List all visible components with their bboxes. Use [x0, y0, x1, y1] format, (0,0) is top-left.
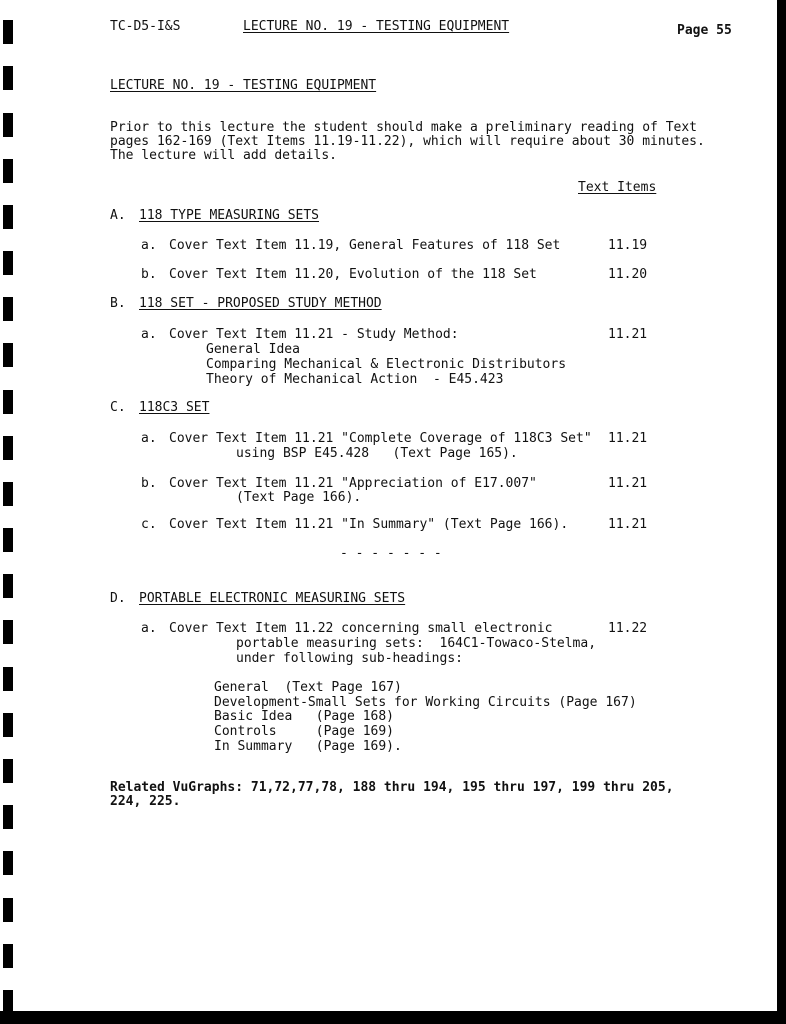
binding-hole — [3, 944, 13, 968]
item-continuation: under following sub-headings: — [236, 651, 463, 666]
binding-hole — [3, 667, 13, 691]
binding-hole — [3, 159, 13, 183]
item-letter: b. — [141, 476, 157, 491]
subheading-line: Basic Idea (Page 168) — [214, 709, 395, 724]
item-ref: 11.22 — [608, 621, 648, 636]
item-text: Cover Text Item 11.19, General Features of 118 Set — [169, 238, 561, 253]
section-letter: C. — [110, 400, 126, 415]
related-vugraphs: 224, 225. — [110, 794, 181, 809]
section-title: 118C3 SET — [139, 400, 210, 415]
section-separator: - - - - - - - — [340, 546, 442, 561]
item-text: Cover Text Item 11.20, Evolution of the 118 Set — [169, 267, 537, 282]
item-letter: c. — [141, 517, 157, 532]
doc-id: TC-D5-I&S — [110, 19, 181, 34]
binding-hole — [3, 482, 13, 506]
related-vugraphs: Related VuGraphs: 71,72,77,78, 188 thru 194, 195 thru 197, 199 thru 205, — [110, 780, 674, 795]
intro-line: pages 162-169 (Text Items 11.19-11.22), which will require about 30 minutes. — [110, 134, 705, 149]
item-letter: a. — [141, 238, 157, 253]
subheading-line: Development-Small Sets for Working Circuits (Page 167) — [214, 695, 637, 710]
item-subline: Theory of Mechanical Action - E45.423 — [206, 372, 504, 387]
item-text: Cover Text Item 11.21 "Complete Coverage of 118C3 Set" — [169, 431, 592, 446]
column-header-text-items: Text Items — [578, 180, 657, 195]
header-title: LECTURE NO. 19 - TESTING EQUIPMENT — [243, 19, 510, 34]
binding-hole — [3, 759, 13, 783]
binding-hole — [3, 574, 13, 598]
item-text: Cover Text Item 11.21 - Study Method: — [169, 327, 459, 342]
item-text: Cover Text Item 11.22 concerning small electronic — [169, 621, 553, 636]
intro-line: The lecture will add details. — [110, 148, 337, 163]
page-title: LECTURE NO. 19 - TESTING EQUIPMENT — [110, 78, 377, 93]
item-ref: 11.21 — [608, 476, 648, 491]
binding-hole — [3, 251, 13, 275]
item-letter: a. — [141, 327, 157, 342]
binding-hole — [3, 436, 13, 460]
item-ref: 11.19 — [608, 238, 648, 253]
item-text: Cover Text Item 11.21 "Appreciation of E17.007" — [169, 476, 537, 491]
item-ref: 11.21 — [608, 431, 648, 446]
section-title: 118 TYPE MEASURING SETS — [139, 208, 320, 223]
item-letter: b. — [141, 267, 157, 282]
item-subline: Comparing Mechanical & Electronic Distributors — [206, 357, 567, 372]
item-ref: 11.20 — [608, 267, 648, 282]
binding-hole — [3, 713, 13, 737]
binding-hole — [3, 20, 13, 44]
section-title: PORTABLE ELECTRONIC MEASURING SETS — [139, 591, 406, 606]
item-text: Cover Text Item 11.21 "In Summary" (Text Page 166). — [169, 517, 569, 532]
binding-hole — [3, 297, 13, 321]
binding-hole — [3, 343, 13, 367]
item-continuation: portable measuring sets: 164C1-Towaco-Stelma, — [236, 636, 597, 651]
binding-hole — [3, 805, 13, 829]
item-ref: 11.21 — [608, 327, 648, 342]
binding-hole — [3, 528, 13, 552]
binding-hole — [3, 113, 13, 137]
binding-hole — [3, 851, 13, 875]
subheading-line: Controls (Page 169) — [214, 724, 395, 739]
item-letter: a. — [141, 621, 157, 636]
page-number: Page 55 — [677, 23, 732, 38]
subheading-line: General (Text Page 167) — [214, 680, 402, 695]
item-letter: a. — [141, 431, 157, 446]
item-ref: 11.21 — [608, 517, 648, 532]
item-continuation: using BSP E45.428 (Text Page 165). — [236, 446, 518, 461]
binding-hole — [3, 66, 13, 90]
binding-hole — [3, 620, 13, 644]
item-continuation: (Text Page 166). — [236, 490, 362, 505]
page-edge-right — [777, 0, 786, 1024]
binding-hole — [3, 390, 13, 414]
section-letter: B. — [110, 296, 126, 311]
page-edge-bottom — [0, 1011, 786, 1024]
section-letter: A. — [110, 208, 126, 223]
binding-hole — [3, 898, 13, 922]
section-letter: D. — [110, 591, 126, 606]
section-title: 118 SET - PROPOSED STUDY METHOD — [139, 296, 382, 311]
item-subline: General Idea — [206, 342, 300, 357]
binding-hole — [3, 205, 13, 229]
intro-line: Prior to this lecture the student should make a preliminary reading of Text — [110, 120, 697, 135]
subheading-line: In Summary (Page 169). — [214, 739, 402, 754]
